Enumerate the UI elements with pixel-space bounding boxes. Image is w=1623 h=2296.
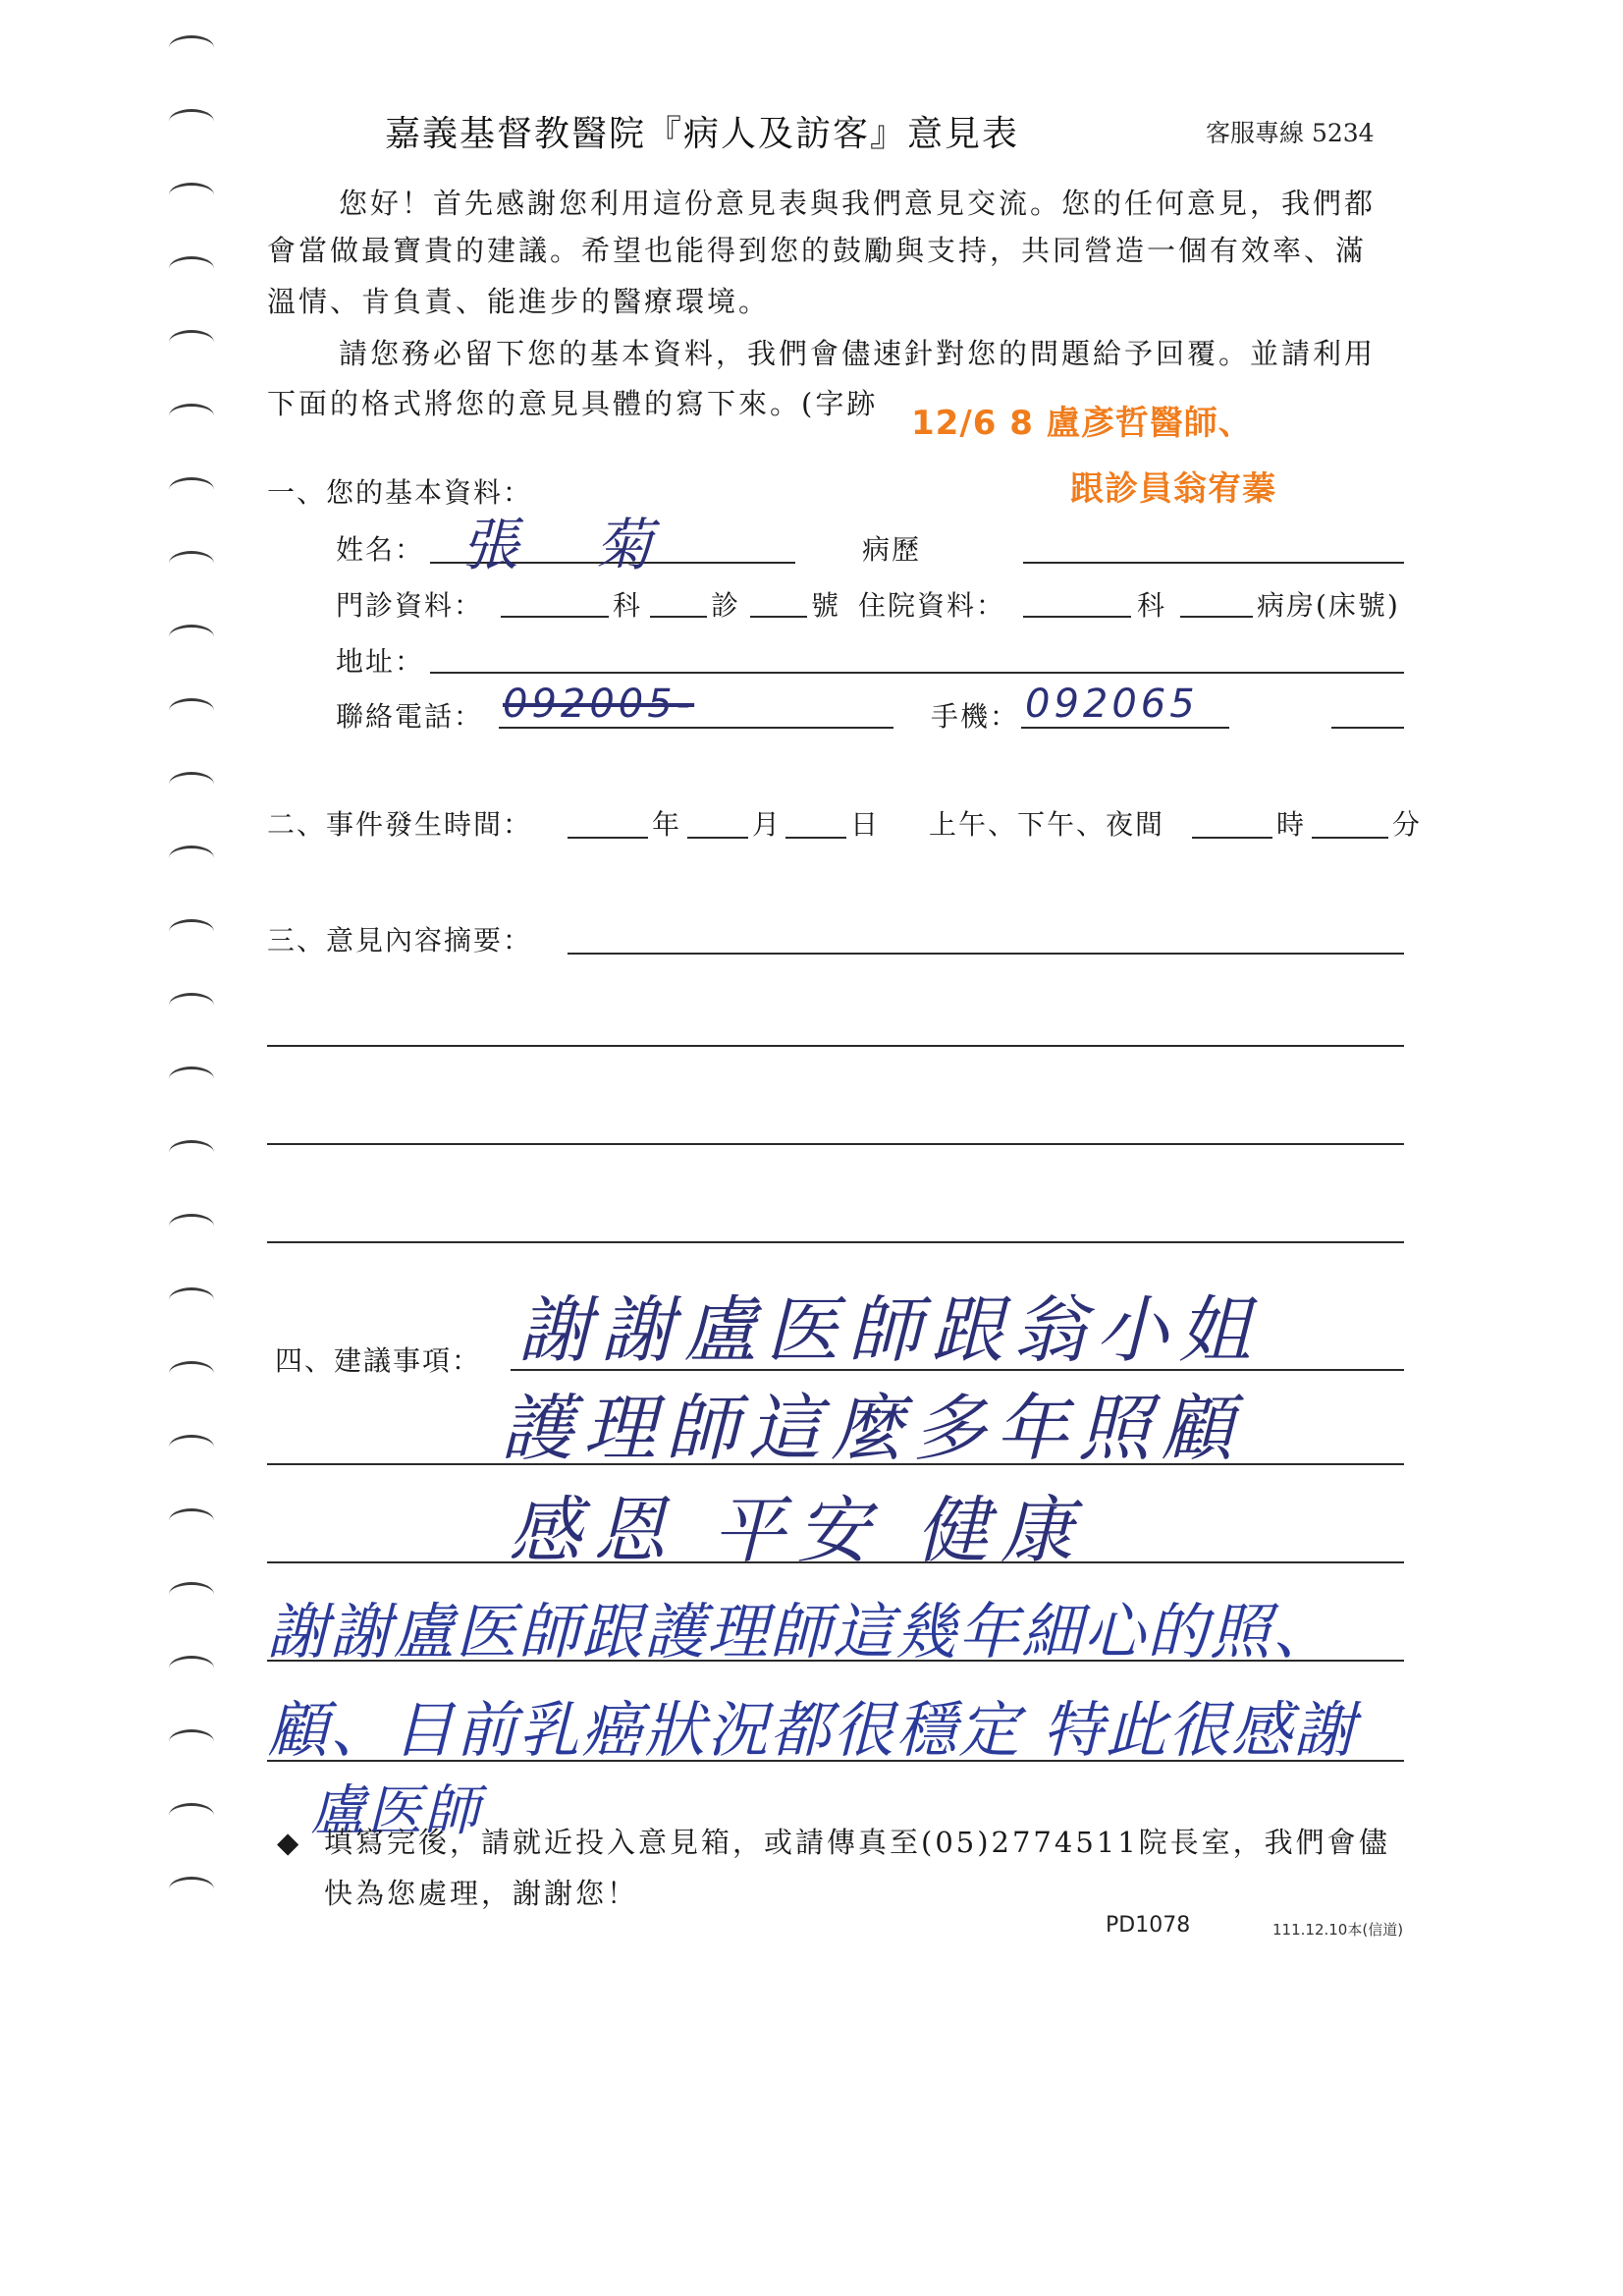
- intro-line-4: 請您務必留下您的基本資料，我們會儘速針對您的問題給予回覆。並請利用: [339, 337, 1377, 370]
- form-code: PD1078: [1106, 1913, 1191, 1938]
- binder-hole: [169, 772, 214, 796]
- form-title: 嘉義基督教醫院『病人及訪客』意見表: [385, 114, 1020, 154]
- binder-hole: [169, 1214, 214, 1238]
- address-label: 地址：: [336, 645, 425, 678]
- binder-hole: [169, 330, 214, 355]
- mobile-label: 手機：: [931, 700, 1020, 733]
- binder-hole: [169, 1287, 214, 1312]
- inpatient-label: 住院資料：: [858, 589, 1006, 622]
- chart-field[interactable]: [1023, 562, 1404, 564]
- section4-heading: 四、建議事項：: [275, 1344, 482, 1377]
- binder-hole: [169, 846, 214, 870]
- binder-hole: [169, 256, 214, 281]
- binder-hole: [169, 1508, 214, 1533]
- summary-line-1[interactable]: [568, 953, 1404, 955]
- day-label: 日: [850, 808, 881, 841]
- intro-line-3: 溫情、肯負責、能進步的醫療環境。: [267, 285, 771, 318]
- handwritten-suggestion-1: 謝謝盧医師跟翁小姐: [518, 1288, 1261, 1373]
- hour-field[interactable]: [1192, 837, 1272, 839]
- binder-hole: [169, 698, 214, 723]
- outpatient-dept-field[interactable]: [501, 616, 609, 618]
- section3-heading: 三、意見內容摘要：: [267, 924, 533, 957]
- binder-hole: [169, 919, 214, 944]
- binder-hole: [169, 404, 214, 428]
- service-hotline: 客服專線 5234: [1206, 119, 1375, 147]
- section2-heading: 二、事件發生時間：: [267, 808, 533, 841]
- section1-heading: 一、您的基本資料：: [267, 476, 533, 509]
- outpatient-number-field[interactable]: [750, 616, 807, 618]
- phone-handwritten: 092005-: [503, 682, 695, 727]
- binder-hole: [169, 625, 214, 649]
- binder-hole: [169, 35, 214, 60]
- intro-line-2: 會當做最寶貴的建議。希望也能得到您的鼓勵與支持，共同營造一個有效率、滿: [267, 234, 1368, 267]
- year-label: 年: [652, 808, 682, 841]
- form-version: 111.12.10本(信道): [1272, 1921, 1404, 1939]
- annotation-assistant: 跟診員翁宥蓁: [1070, 469, 1276, 509]
- footer-line-2: 快為您處理，謝謝您！: [324, 1877, 639, 1910]
- mobile-handwritten: 092065: [1025, 682, 1199, 727]
- binder-hole: [169, 1140, 214, 1165]
- address-field[interactable]: [430, 672, 1404, 674]
- binder-hole: [169, 1656, 214, 1680]
- handwritten-suggestion-4: 謝謝盧医師跟護理師這幾年細心的照、: [267, 1596, 1336, 1667]
- intro-line-5: 下面的格式將您的意見具體的寫下來。(字跡: [267, 387, 879, 420]
- footer-bullet: ◆: [277, 1826, 302, 1859]
- outpatient-clinic-field[interactable]: [650, 616, 707, 618]
- binder-hole: [169, 1877, 214, 1901]
- binder-hole: [169, 1803, 214, 1828]
- binder-hole: [169, 993, 214, 1017]
- outpatient-clinic-label: 診: [711, 589, 741, 622]
- month-label: 月: [752, 808, 783, 841]
- footer-line-1: 填寫完後，請就近投入意見箱，或請傳真至(05)2774511院長室，我們會儘: [324, 1826, 1390, 1859]
- summary-line-3[interactable]: [267, 1143, 1404, 1145]
- handwritten-suggestion-6: 盧医師: [310, 1779, 481, 1843]
- binder-hole: [169, 1582, 214, 1607]
- inpatient-ward-field[interactable]: [1180, 616, 1253, 618]
- hour-label: 時: [1276, 808, 1307, 841]
- name-label: 姓名：: [336, 533, 425, 566]
- inpatient-ward-label: 病房(床號): [1257, 589, 1400, 622]
- annotation-doctor: 12/6 8 盧彥哲醫師、: [911, 404, 1253, 443]
- summary-line-4[interactable]: [267, 1241, 1404, 1243]
- phone-label: 聯絡電話：: [336, 700, 484, 733]
- minute-label: 分: [1392, 808, 1423, 841]
- minute-field[interactable]: [1312, 837, 1388, 839]
- period-options: 上午、下午、夜間: [929, 808, 1165, 841]
- inpatient-dept-label: 科: [1137, 589, 1167, 622]
- handwritten-suggestion-2: 護理師這麼多年照顧: [501, 1387, 1243, 1471]
- binder-hole: [169, 477, 214, 502]
- outpatient-number-label: 號: [811, 589, 841, 622]
- inpatient-dept-field[interactable]: [1023, 616, 1131, 618]
- outpatient-label: 門診資料：: [336, 589, 484, 622]
- mobile-field-1[interactable]: [1021, 727, 1229, 729]
- binder-hole: [169, 1361, 214, 1386]
- binder-hole: [169, 1066, 214, 1091]
- year-field[interactable]: [568, 837, 648, 839]
- intro-line-1: 您好！首先感謝您利用這份意見表與我們意見交流。您的任何意見，我們都: [339, 187, 1377, 220]
- binder-hole: [169, 551, 214, 575]
- handwritten-suggestion-5: 顧、目前乳癌狀況都很穩定 特此很感謝: [267, 1694, 1357, 1766]
- binder-hole: [169, 1435, 214, 1459]
- name-handwritten: 張 菊: [461, 512, 682, 578]
- binder-hole: [169, 109, 214, 134]
- binder-hole: [169, 183, 214, 207]
- summary-line-2[interactable]: [267, 1045, 1404, 1047]
- month-field[interactable]: [687, 837, 748, 839]
- day-field[interactable]: [785, 837, 846, 839]
- chart-label: 病歷: [862, 533, 922, 566]
- phone-field[interactable]: [499, 727, 893, 729]
- mobile-field-2[interactable]: [1331, 727, 1404, 729]
- handwritten-suggestion-3: 感恩 平安 健康: [509, 1489, 1086, 1573]
- outpatient-dept-label: 科: [613, 589, 643, 622]
- binder-hole: [169, 1729, 214, 1754]
